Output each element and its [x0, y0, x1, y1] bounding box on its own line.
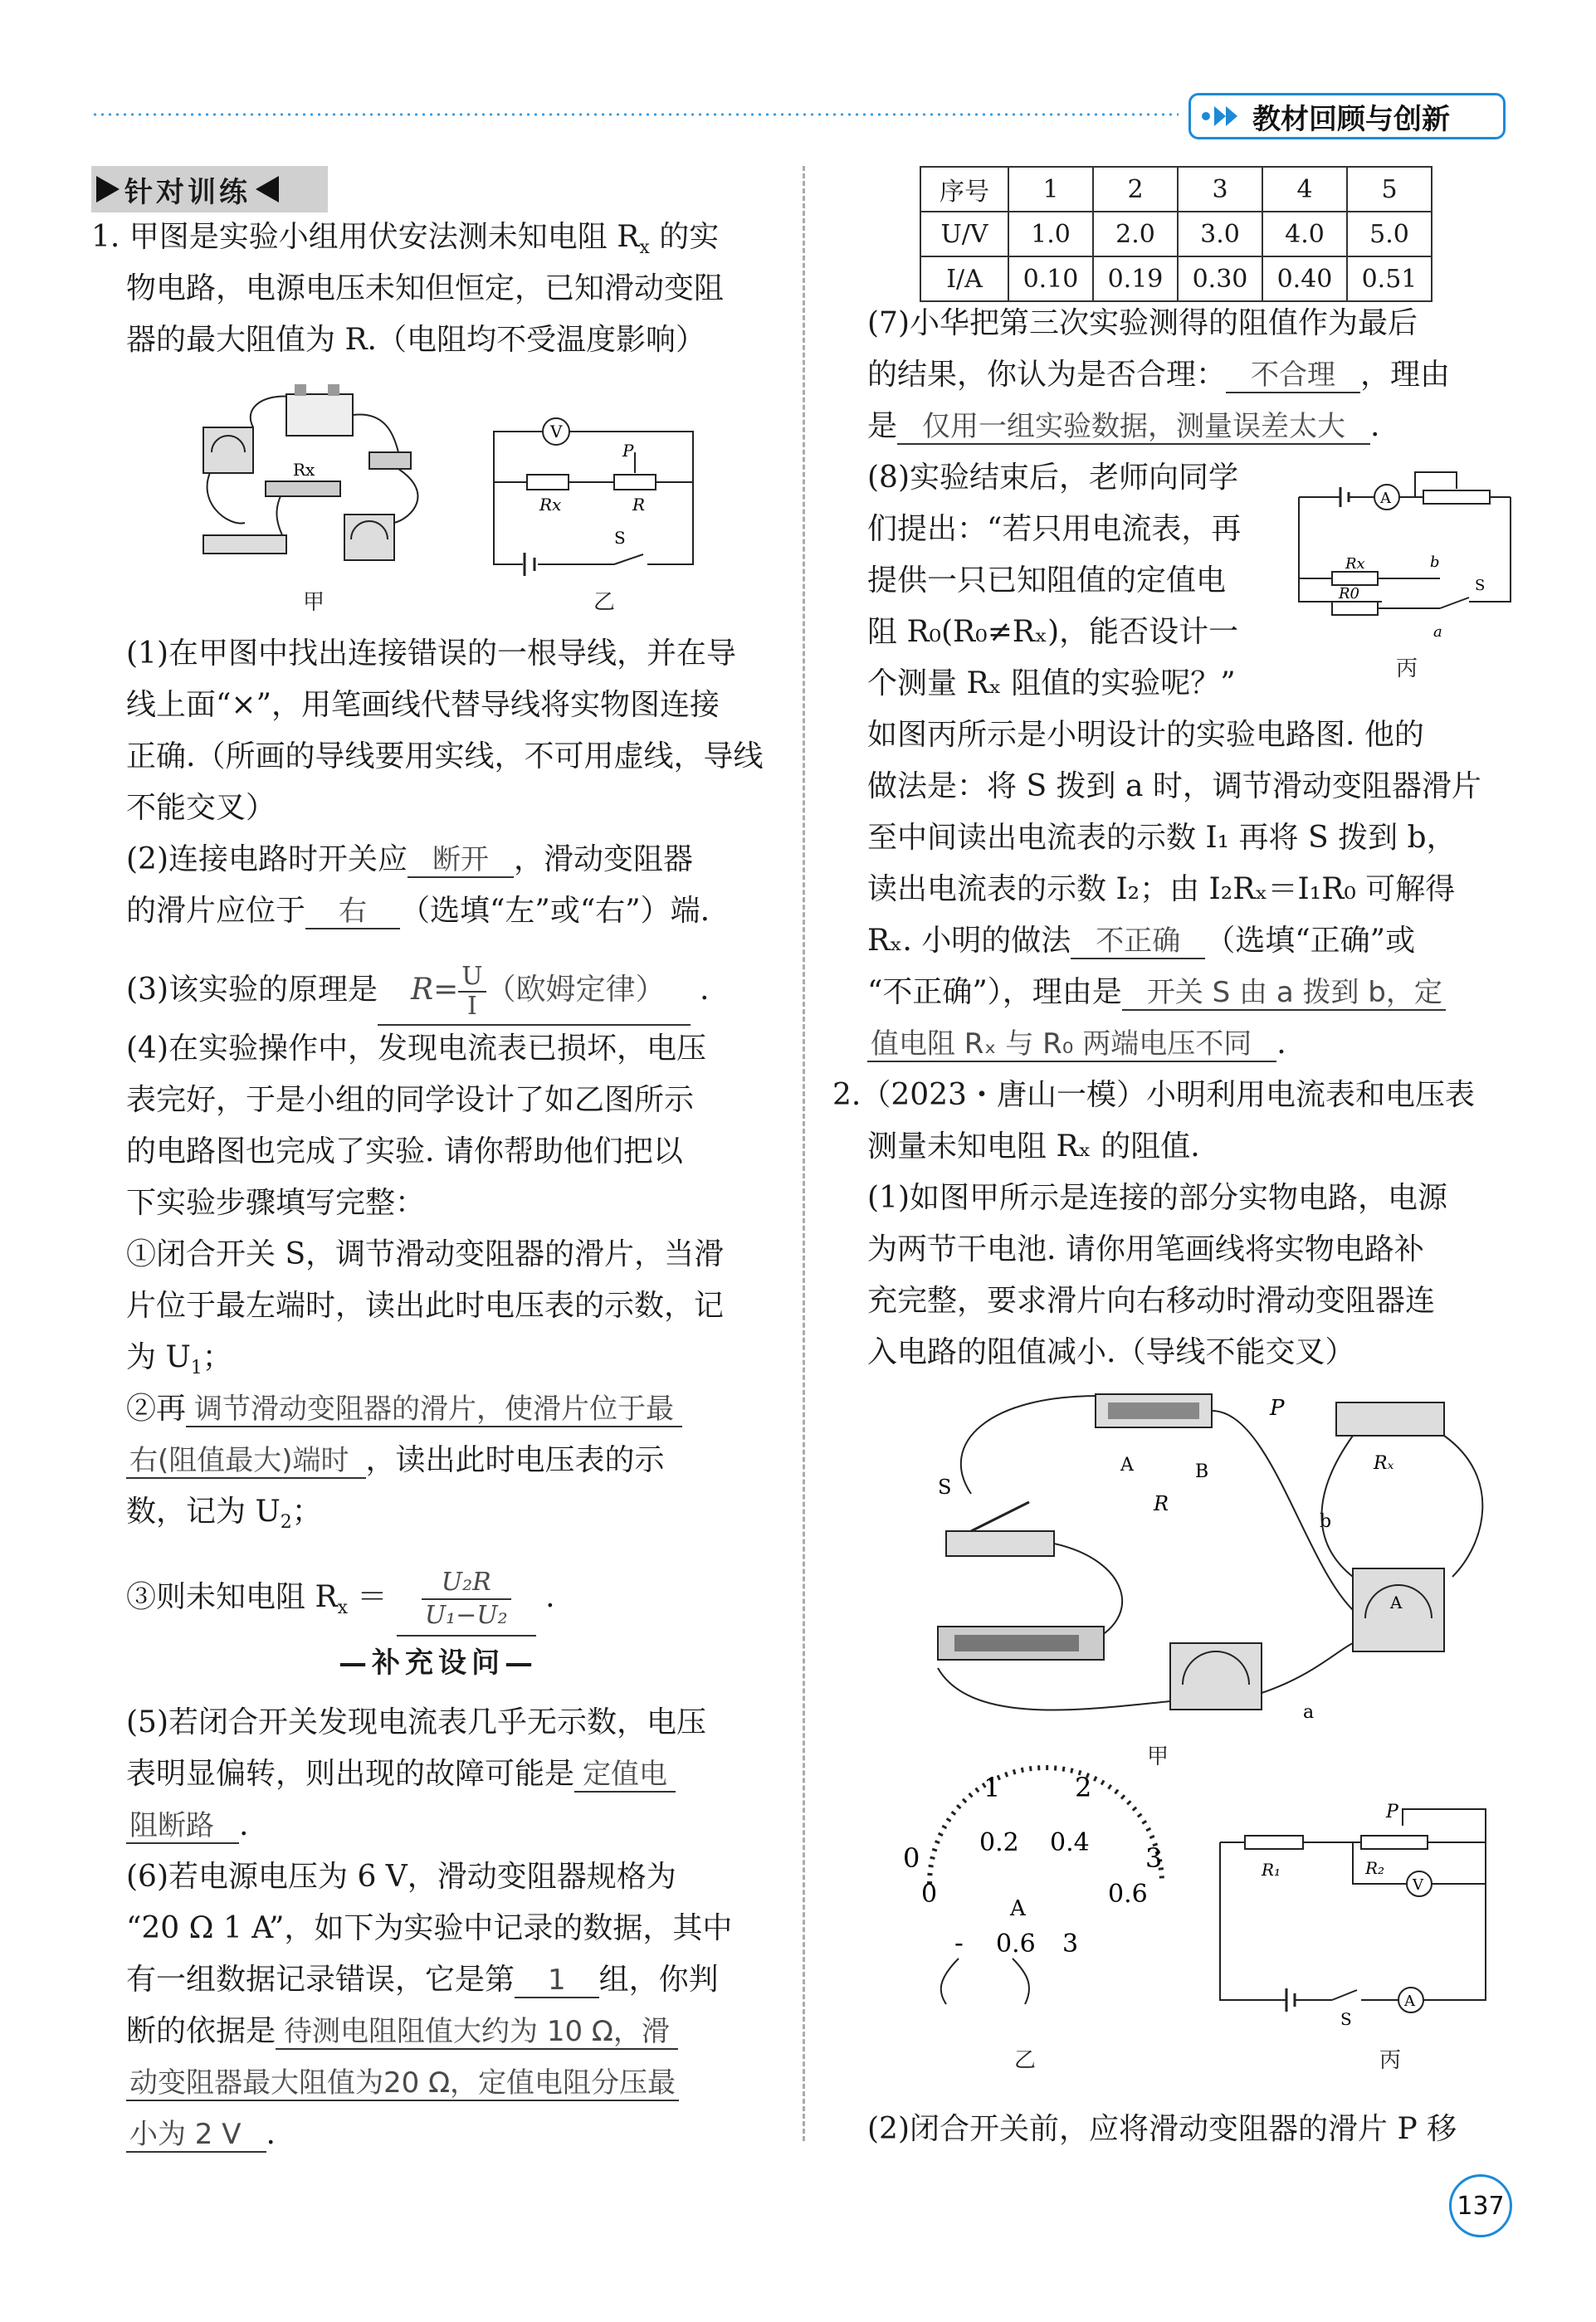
q1-figure-caption-jia: 甲	[303, 590, 325, 615]
fig3-label-r1: R₁	[1262, 1860, 1281, 1880]
q2-figure-caption-yi: 乙	[1014, 2048, 1037, 2073]
q1-circuit-diagram	[490, 407, 705, 573]
dial-tick-3: 3	[1145, 1842, 1163, 1874]
q8-line2: 们提出：“若只用电流表，再	[867, 512, 1242, 546]
section-tag	[91, 166, 328, 212]
fig3-label-r2: R₂	[1365, 1858, 1385, 1878]
fig2-ammeter-label: A	[1390, 1593, 1403, 1612]
table-row: U/V 1.0 2.0 3.0 4.0 5.0	[920, 212, 1432, 256]
svg-text:Rx: Rx	[1345, 555, 1365, 573]
q8-line7: 做法是：将 S 拨到 a 时，调节滑动变阻器滑片	[867, 769, 1481, 803]
q2-line6: 入电路的阻值减小.（导线不能交叉）	[867, 1335, 1355, 1369]
q1-p5-answer1: 定值电	[574, 1758, 676, 1793]
q1-s2-answer1: 调节滑动变阻器的滑片，使滑片位于最	[186, 1393, 682, 1427]
q1-s1-line2: 片位于最左端时，读出此时电压表的示数，记	[126, 1289, 725, 1323]
dial-tick-04: 0.4	[1050, 1828, 1090, 1857]
terminal-3: 3	[1062, 1929, 1079, 1959]
svg-text:Rx: Rx	[539, 495, 562, 515]
table-row: 序号 1 2 3 4 5	[920, 167, 1432, 212]
q1-p6-answer2: 动变阻器最大阻值为20 Ω，定值电阻分压最	[126, 2066, 679, 2101]
q1-p5-line1: (5)若闭合开关发现电流表几乎无示数，电压	[126, 1705, 706, 1739]
q2-figure-caption-jia: 甲	[1147, 1744, 1169, 1769]
q1-s1-line1: ①闭合开关 S，调节滑动变阻器的滑片，当滑	[126, 1237, 725, 1271]
q1-p2-answer2: 右	[305, 895, 400, 929]
q2-physical-circuit-figure	[921, 1378, 1502, 1726]
dial-tick-02: 0.2	[979, 1828, 1019, 1857]
q1-figure-caption-yi: 乙	[593, 590, 616, 615]
svg-text:S: S	[1475, 577, 1486, 594]
svg-text:A: A	[1380, 490, 1391, 507]
header-dotted-rule	[91, 113, 1179, 116]
fig2-label-rx: Rₓ	[1374, 1453, 1394, 1474]
q2-line3: (1)如图甲所示是连接的部分实物电路，电源	[867, 1181, 1447, 1215]
q8-line11: “不正确”），理由是 开关 S 由 a 拨到 b，定	[867, 973, 1446, 1012]
data-table	[920, 166, 1432, 302]
terminal-06: 0.6	[996, 1929, 1036, 1959]
fig3-voltmeter-label: V	[1413, 1876, 1423, 1894]
q8-line4: 阻 R₀(R₀≠Rₓ)，能否设计一	[867, 615, 1239, 649]
q2-line1: 2.（2023・唐山一模）小明利用电流表和电压表	[832, 1078, 1475, 1112]
q1-p5-line3: 阻断路 .	[126, 1806, 248, 1846]
dial-tick-06: 0.6	[1108, 1880, 1148, 1909]
q8-answer2: 开关 S 由 a 拨到 b，定	[1122, 976, 1446, 1011]
q1-p6-line2: “20 Ω 1 A”，如下为实验中记录的数据，其中	[126, 1911, 733, 1945]
q8-line3: 提供一只已知阻值的定值电	[867, 563, 1227, 598]
q1-p5-answer2: 阻断路	[126, 1809, 239, 1844]
dial-tick-1: 1	[983, 1772, 1001, 1803]
fig3-label-s: S	[1340, 2009, 1352, 2029]
q8-line6: 如图丙所示是小明设计的实验电路图. 他的	[867, 718, 1424, 752]
q8-answer1: 不正确	[1071, 924, 1205, 959]
svg-text:b: b	[1430, 554, 1440, 571]
q1-p6-answer-number: 1	[515, 1963, 599, 1998]
q1-p3-line: (3)该实验的原理是 R= $\frac{U}{I}$ （欧姆定律） .	[126, 963, 709, 1026]
q7-line3: 是 仅用一组实验数据，测量误差太大 .	[867, 409, 1380, 443]
q1-s2-line1: ②再 调节滑动变阻器的滑片，使滑片位于最	[126, 1389, 682, 1429]
q8-circuit-diagram	[1291, 461, 1523, 643]
section-badge	[1188, 93, 1506, 139]
section-tag-label: 针对训练	[124, 175, 251, 209]
q1-p2-line1: (2)连接电路时开关应 断开 ，滑动变阻器	[126, 842, 694, 876]
fig3-ammeter-label: A	[1404, 1993, 1415, 2010]
q1-p1-line4: 不能交叉）	[126, 791, 276, 825]
q2-last-line: (2)闭合开关前，应将滑动变阻器的滑片 P 移	[867, 2112, 1457, 2146]
q7-line2: 的结果，你认为是否合理： 不合理 ，理由	[867, 358, 1451, 392]
fig2-label-r: R	[1154, 1492, 1169, 1515]
fig2-label-s: S	[938, 1476, 952, 1499]
fig2-label-wire-a: a	[1303, 1702, 1315, 1723]
q1-p6-answer3: 小为 2 V	[126, 2118, 266, 2153]
dial-unit: A	[1010, 1896, 1026, 1921]
q7-answer2: 仅用一组实验数据，测量误差太大	[897, 410, 1370, 445]
q1-p5-line2: 表明显偏转，则出现的故障可能是 定值电	[126, 1754, 676, 1794]
fig2-label-p: P	[1270, 1396, 1285, 1421]
q2-line5: 充完整，要求滑片向右移动时滑动变阻器连	[867, 1284, 1436, 1318]
q1-p1-line2: 线上面“×”，用笔画线代替导线将实物图连接	[126, 688, 720, 722]
q1-s3-line: ③则未知电阻 $R_x$ ＝ $\frac{\text{U₂R}}{\text{U₁−U₂}}$ .	[126, 1567, 555, 1637]
q2-circuit-diagram	[1203, 1793, 1502, 2029]
q1-s2-line2: 右(阻值最大)端时 ，读出此时电压表的示	[126, 1441, 665, 1481]
q2-line4: 为两节干电池. 请你用笔画线将实物电路补	[867, 1232, 1424, 1266]
q8-figure-caption: 丙	[1396, 656, 1418, 681]
q2-line2: 测量未知电阻 Rₓ 的阻值.	[867, 1129, 1200, 1163]
q2-meter-dial-figure	[896, 1768, 1179, 2017]
fig2-label-a: A	[1120, 1455, 1134, 1476]
q1-p2-line2: 的滑片应位于 右 （选填“左”或“右”）端.	[126, 894, 710, 928]
svg-text:P: P	[622, 441, 634, 461]
voltmeter-label: V	[550, 422, 563, 441]
fig-label-rx: Rx	[293, 460, 315, 480]
q1-p6-line3: 有一组数据记录错误，它是第 1 组，你判	[126, 1963, 719, 1997]
q1-p4-line4: 下实验步骤填写完整：	[126, 1186, 426, 1220]
q8-line12: 值电阻 Rₓ 与 R₀ 两端电压不同 .	[867, 1024, 1286, 1064]
q1-p2-answer1: 断开	[408, 843, 514, 878]
q1-p4-line3: 的电路图也完成了实验. 请你帮助他们把以	[126, 1134, 683, 1168]
q1-p6-line4: 断的依据是 待测电阻阻值大约为 10 Ω，滑	[126, 2012, 678, 2051]
q1-physical-circuit-figure	[187, 378, 452, 577]
fig2-label-b: B	[1195, 1461, 1209, 1482]
q1-p4-line1: (4)在实验操作中，发现电流表已损坏，电压	[126, 1032, 706, 1066]
q8-line1: (8)实验结束后，老师向同学	[867, 461, 1238, 495]
page-number: 137	[1449, 2174, 1512, 2237]
fig2-label-wire-b: b	[1320, 1511, 1332, 1532]
q1-p1-line3: 正确.（所画的导线要用实线，不可用虚线，导线	[126, 739, 764, 773]
dial-tick-0b: 0	[921, 1880, 938, 1909]
column-divider	[803, 166, 805, 2141]
table-row: I/A 0.10 0.19 0.30 0.40 0.51	[920, 256, 1432, 301]
dial-tick-0: 0	[903, 1842, 920, 1874]
svg-text:R: R	[632, 495, 646, 515]
dial-tick-2: 2	[1075, 1772, 1092, 1803]
svg-text:S: S	[614, 528, 626, 548]
q1-p6-line1: (6)若电源电压为 6 V，滑动变阻器规格为	[126, 1860, 676, 1894]
q8-line5: 个测量 Rₓ 阻值的实验呢？”	[867, 666, 1236, 700]
q1-p1-line1: (1)在甲图中找出连接错误的一根导线，并在导	[126, 637, 736, 671]
svg-text:R0: R0	[1339, 585, 1360, 602]
q1-stem-line2: 物电路，电源电压未知但恒定，已知滑动变阻	[126, 271, 725, 305]
q1-s1-line3: 为 $U_1$；	[126, 1340, 232, 1379]
double-arrow-icon	[1198, 100, 1247, 133]
q1-p4-line2: 表完好，于是小组的同学设计了如乙图所示	[126, 1083, 695, 1117]
q7-line1: (7)小华把第三次实验测得的阻值作为最后	[867, 306, 1418, 340]
terminal-minus: -	[954, 1927, 964, 1959]
q8-line9: 读出电流表的示数 I₂；由 I₂Rₓ＝I₁R₀ 可解得	[867, 872, 1456, 906]
q1-stem-line1: 1. 甲图是实验小组用伏安法测未知电阻 $R_x$ 的实	[91, 220, 720, 259]
q1-p6-answer1: 待测电阻阻值大约为 10 Ω，滑	[276, 2015, 678, 2050]
q7-answer1: 不合理	[1226, 359, 1360, 393]
q1-stem-line3: 器的最大阻值为 R.（电阻均不受温度影响）	[126, 323, 705, 357]
q1-p6-line5	[126, 2063, 679, 2103]
play-right-icon	[91, 173, 124, 206]
supplement-heading: —补充设问—	[339, 1646, 538, 1680]
q1-p3-answer: R= $\frac{U}{I}$ （欧姆定律）	[378, 963, 691, 1026]
svg-text:a: a	[1433, 623, 1442, 641]
play-left-icon	[251, 173, 284, 206]
q1-p6-line6: 小为 2 V .	[126, 2115, 276, 2154]
q8-line10: Rₓ. 小明的做法 不正确 （选填“正确”或	[867, 924, 1416, 958]
q2-figure-caption-bing: 丙	[1379, 2048, 1402, 2073]
q8-answer3: 值电阻 Rₓ 与 R₀ 两端电压不同	[867, 1027, 1276, 1062]
q1-s2-line3: 数，记为 $U_2$；	[126, 1495, 322, 1534]
q1-s3-answer: $\frac{\text{U₂R}}{\text{U₁−U₂}}$	[397, 1567, 536, 1637]
q1-s2-answer2: 右(阻值最大)端时	[126, 1444, 366, 1479]
section-title: 教材回顾与创新	[1252, 102, 1450, 136]
q8-line8: 至中间读出电流表的示数 I₁ 再将 S 拨到 b，	[867, 821, 1457, 855]
fig3-label-p: P	[1386, 1802, 1398, 1822]
